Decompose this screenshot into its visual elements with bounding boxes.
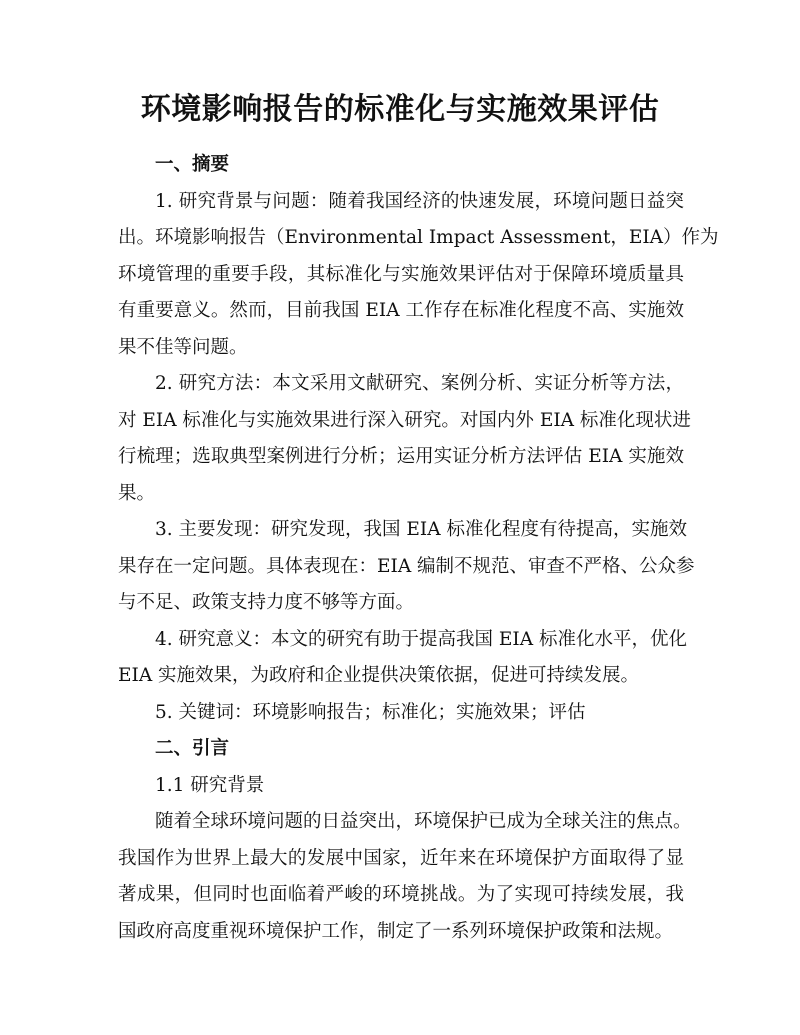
paragraph-line: 出。环境影响报告（Environmental Impact Assessment，EIA）作为 [118, 227, 719, 248]
paragraph-line: 2. 研究方法：本文采用文献研究、案例分析、实证分析等方法， [155, 373, 684, 394]
paragraph-line: 著成果，但同时也面临着严峻的环境挑战。为了实现可持续发展，我 [118, 884, 684, 905]
paragraph-line: 4. 研究意义：本文的研究有助于提高我国 EIA 标准化水平，优化 [155, 628, 687, 650]
paragraph-line: 果存在一定问题。具体表现在：EIA 编制不规范、审查不严格、公众参 [118, 555, 695, 577]
paragraph-line: 1. 研究背景与问题：随着我国经济的快速发展，环境问题日益突 [155, 190, 684, 212]
paragraph-line: 行梳理；选取典型案例进行分析；运用实证分析方法评估 EIA 实施效 [118, 446, 684, 467]
paragraph-line: 果。 [118, 482, 156, 504]
document-title: 环境影响报告的标准化与实施效果评估 [140, 92, 660, 127]
paragraph-line: 果不佳等问题。 [118, 336, 248, 358]
paragraph-line: 有重要意义。然而，目前我国 EIA 工作存在标准化程度不高、实施效 [118, 300, 684, 321]
section-heading: 一、摘要 [155, 154, 230, 175]
paragraph-line: 我国作为世界上最大的发展中国家，近年来在环境保护方面取得了显 [118, 847, 684, 869]
paragraph-line: 与不足、政策支持力度不够等方面。 [118, 592, 415, 613]
paragraph-line: 5. 关键词：环境影响报告；标准化；实施效果；评估 [155, 701, 586, 723]
paragraph-line: 3. 主要发现：研究发现，我国 EIA 标准化程度有待提高，实施效 [155, 519, 687, 540]
paragraph-line: 1.1 研究背景 [155, 774, 265, 796]
paragraph-line: 国政府高度重视环境保护工作，制定了一系列环境保护政策和法规。 [118, 920, 674, 942]
paragraph-line: EIA 实施效果，为政府和企业提供决策依据，促进可持续发展。 [118, 665, 640, 686]
section-heading: 二、引言 [155, 738, 230, 759]
document-body [118, 147, 719, 950]
paragraph-line: 对 EIA 标准化与实施效果进行深入研究。对国内外 EIA 标准化现状进 [118, 409, 691, 431]
paragraph-line: 随着全球环境问题的日益突出，环境保护已成为全球关注的焦点。 [155, 811, 692, 832]
paragraph-line: 环境管理的重要手段，其标准化与实施效果评估对于保障环境质量具 [118, 263, 684, 285]
